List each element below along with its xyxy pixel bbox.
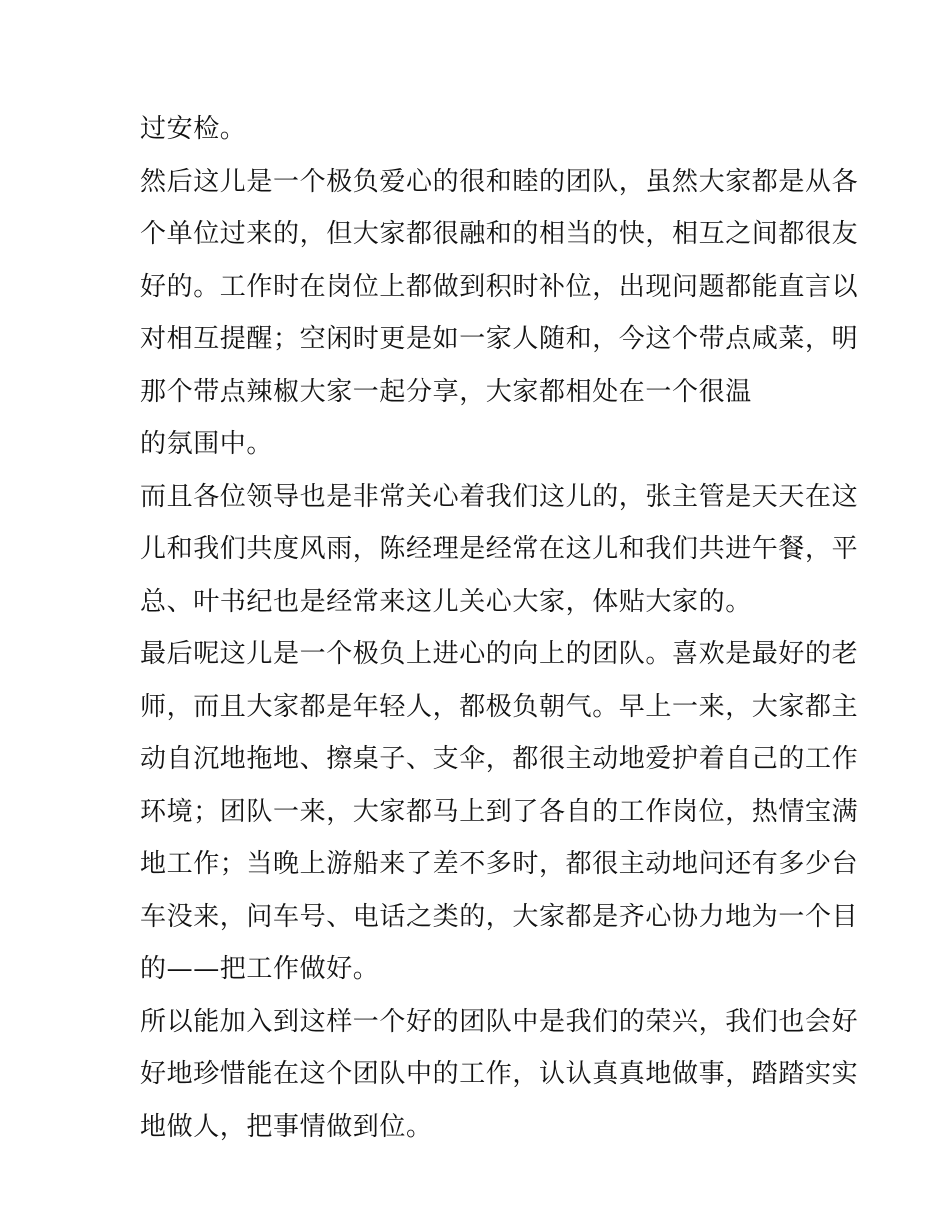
text-line: 儿和我们共度风雨，陈经理是经常在这儿和我们共进午餐，平 [140,534,859,564]
text-line: 好的。工作时在岗位上都做到积时补位，出现问题都能直言以 [140,271,859,302]
text-line: 过安检。 [140,114,247,144]
text-line: 个单位过来的，但大家都很融和的相当的快，相互之间都很友 [140,219,859,249]
text-line: 车没来，问车号、电话之类的，大家都是齐心协力地为一个目 [140,901,859,932]
text-line: 师，而且大家都是年轻人，都极负朝气。早上一来，大家都主 [140,691,859,722]
text-line: 地工作；当晚上游船来了差不多时，都很主动地问还有多少台 [140,849,859,879]
text-line: 动自沉地拖地、擦桌子、支伞，都很主动地爱护着自己的工作 [140,744,859,774]
text-line: 的——把工作做好。 [140,954,380,984]
text-line: 对相互提醒；空闲时更是如一家人随和，今这个带点咸菜，明 [140,324,859,354]
text-line: 所以能加入到这样一个好的团队中是我们的荣兴，我们也会好 [140,1006,859,1037]
text-line: 好地珍惜能在这个团队中的工作，认认真真地做事，踏踏实实 [140,1059,859,1089]
text-line: 然后这儿是一个极负爱心的很和睦的团队，虽然大家都是从各 [140,166,859,197]
text-line: 的氛围中。 [140,429,274,459]
text-line: 那个带点辣椒大家一起分享，大家都相处在一个很温 [140,376,752,407]
text-line: 环境；团队一来，大家都马上到了各自的工作岗位，热情宝满 [140,796,859,827]
text-line: 地做人，把事情做到位。 [140,1111,433,1142]
text-line: 而且各位领导也是非常关心着我们这儿的，张主管是天天在这 [140,481,859,512]
text-line: 总、叶书纪也是经常来这儿关心大家，体贴大家的。 [140,586,752,617]
text-line: 最后呢这儿是一个极负上进心的向上的团队。喜欢是最好的老 [140,639,859,669]
document-body [140,103,859,1153]
